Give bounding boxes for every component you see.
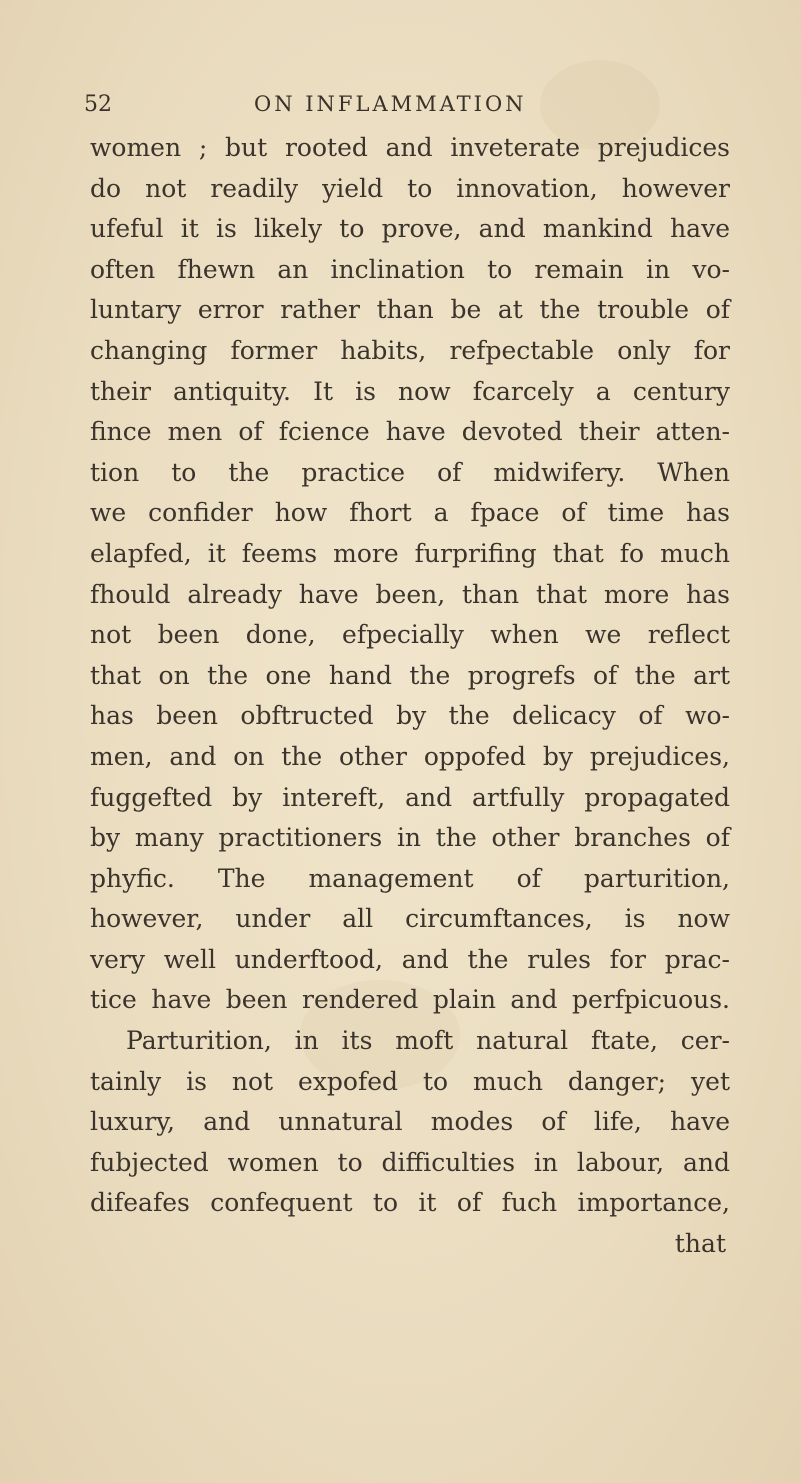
catchword: that [674, 1229, 726, 1259]
text-line: tainly is not expofed to much danger; yet [90, 1066, 730, 1096]
text-line: tion to the practice of midwifery. When [90, 457, 730, 487]
text-line: Parturition, in its moft natural ftate, cer- [126, 1026, 730, 1056]
running-head [84, 92, 724, 132]
text-line: changing former habits, refpectable only for [90, 335, 730, 365]
text-line: that on the one hand the progrefs of the art [90, 660, 730, 690]
text-line: fubjected women to difficulties in labour, and [90, 1147, 730, 1177]
text-line: not been done, efpecially when we reflect [90, 620, 730, 650]
text-line: do not readily yield to innovation, however [90, 173, 730, 203]
text-line: men, and on the other oppofed by prejudices, [90, 741, 730, 771]
text-line: women ; but rooted and inveterate prejudices [90, 133, 730, 162]
text-line: tice have been rendered plain and perfpicuous. [90, 985, 730, 1015]
text-line: by many practitioners in the other branches of [90, 823, 730, 853]
text-line: fince men of fcience have devoted their atten- [90, 417, 730, 447]
text-line: phyfic. The management of parturition, [90, 863, 730, 893]
text-line: luntary error rather than be at the trouble of [90, 295, 730, 325]
text-line: often fhewn an inclination to remain in vo- [90, 254, 730, 284]
text-line: elapfed, it feems more furprifing that fo much [90, 538, 730, 568]
text-line: we confider how fhort a fpace of time has [90, 498, 730, 528]
page-number: 52 [84, 92, 112, 117]
text-line: their antiquity. It is now fcarcely a century [90, 376, 730, 406]
text-line: fhould already have been, than that more has [90, 579, 730, 609]
text-line: difeafes confequent to it of fuch importance, [90, 1188, 730, 1218]
text-line: however, under all circumftances, is now [90, 904, 730, 934]
text-line: fuggefted by intereft, and artfully propagated [90, 782, 730, 812]
text-line: luxury, and unnatural modes of life, have [90, 1107, 730, 1137]
text-line: very well underftood, and the rules for prac- [90, 944, 730, 974]
text-line: has been obftructed by the delicacy of wo- [90, 701, 730, 731]
body-text [90, 128, 730, 1265]
text-line: ufeful it is likely to prove, and mankind have [90, 214, 730, 244]
running-head-title: ON INFLAMMATION [254, 92, 527, 116]
